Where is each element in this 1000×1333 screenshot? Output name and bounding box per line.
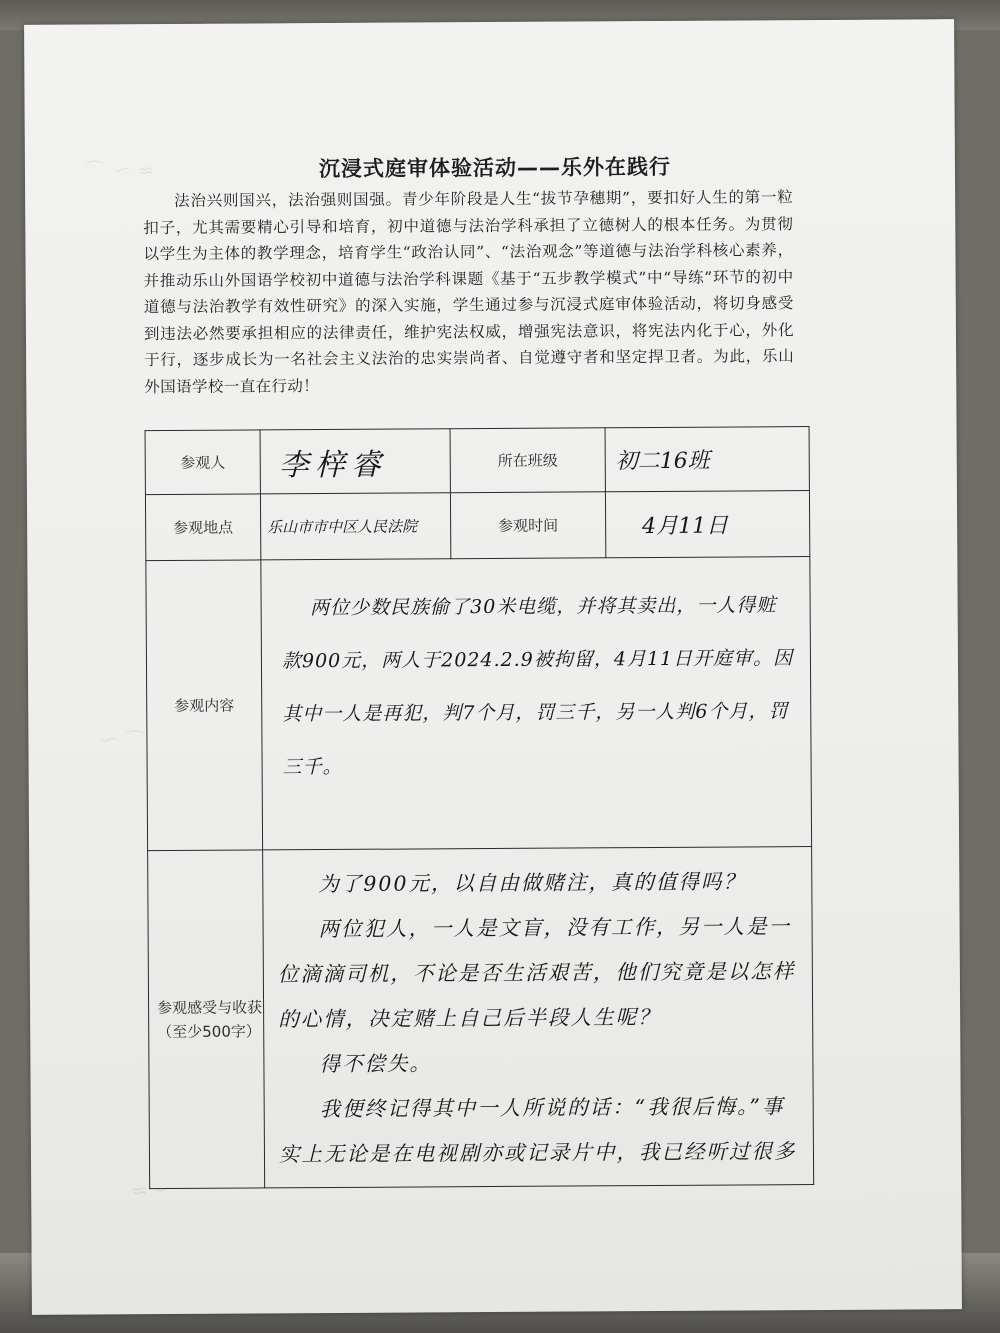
feel-paragraph: 我便终记得其中一人所说的话：“我很后悔。”事实上无论是在电视剧亦或记录片中，我已经听过很多 [278,1094,797,1167]
form-row-feel [148,847,814,1189]
class-value: 初二16班 [605,427,809,492]
intro-paragraph: 法治兴则国兴，法治强则国强。青少年阶段是人生“拔节孕穗期”，要扣好人生的第一粒扣子，尤其需要精心引导和培育，初中道德与法治学科承担了立德树人的根本任务。为贯彻以学生为主体的教学理念，培育学生“政治认同”、“法治观念”等道德与法治学科核心素养，并推动乐山外国语学校初中道德与法治学科课题《基于“五步教学模式”中“导练”环节的初中道德与法治教学有效性研究》的深入实施，学生通过参与沉浸式庭审体验活动，将切身感受到违法必然要承担相应的法律责任，维护宪法权威，增强宪法意识，将宪法内化于心，外化于行，逐步成长为一名社会主义法治的忠实崇尚者、自觉遵守者和坚定捍卫者。为此，乐山外国语学校一直在行动！ [143,188,795,396]
form-row-place [145,491,809,561]
time-value: 4月11日 [605,491,809,558]
content-value: 两位少数民族偷了30米电缆，并将其卖出，一人得赃款900元，两人于2024.2.9被拘留，4月11日开庭审。因其中一人是再犯，判7个月，罚三千，另一人判6个月，罚三千。 [281,594,794,779]
feel-paragraph: 为了900元，以自由做赌注，真的值得吗？ [318,869,747,897]
show-through-marks: ≈ ～ ⌒ [84,158,155,183]
place-value: 乐山市市中区人民法院 [260,493,450,560]
feel-label: 参观感受与收获（至少500字） [148,850,265,1189]
form-row-content [146,557,812,851]
class-label: 所在班级 [450,428,605,493]
visitor-label: 参观人 [145,430,260,495]
place-label: 参观地点 [145,494,260,561]
form-row-visitor [145,427,809,495]
visitor-value: 李梓睿 [260,429,450,494]
content-cell [261,557,812,850]
feel-paragraph: 得不偿失。 [319,1051,432,1077]
show-through-marks-3: ～ ≈ [131,1177,175,1203]
time-label: 参观时间 [450,492,605,559]
visit-form-table [145,426,815,1189]
feel-cell [263,847,814,1188]
feel-paragraph: 两位犯人，一人是文盲，没有工作，另一人是一位滴滴司机，不论是否生活艰苦，他们究竟是以怎样的心情，决定赌上自己后半段人生呢？ [277,914,796,1032]
content-label: 参观内容 [146,560,263,851]
show-through-marks-2: ⌒ ～ [98,728,145,753]
document-paper [24,19,962,1315]
document-title: 沉浸式庭审体验活动——乐外在践行 [318,154,672,182]
